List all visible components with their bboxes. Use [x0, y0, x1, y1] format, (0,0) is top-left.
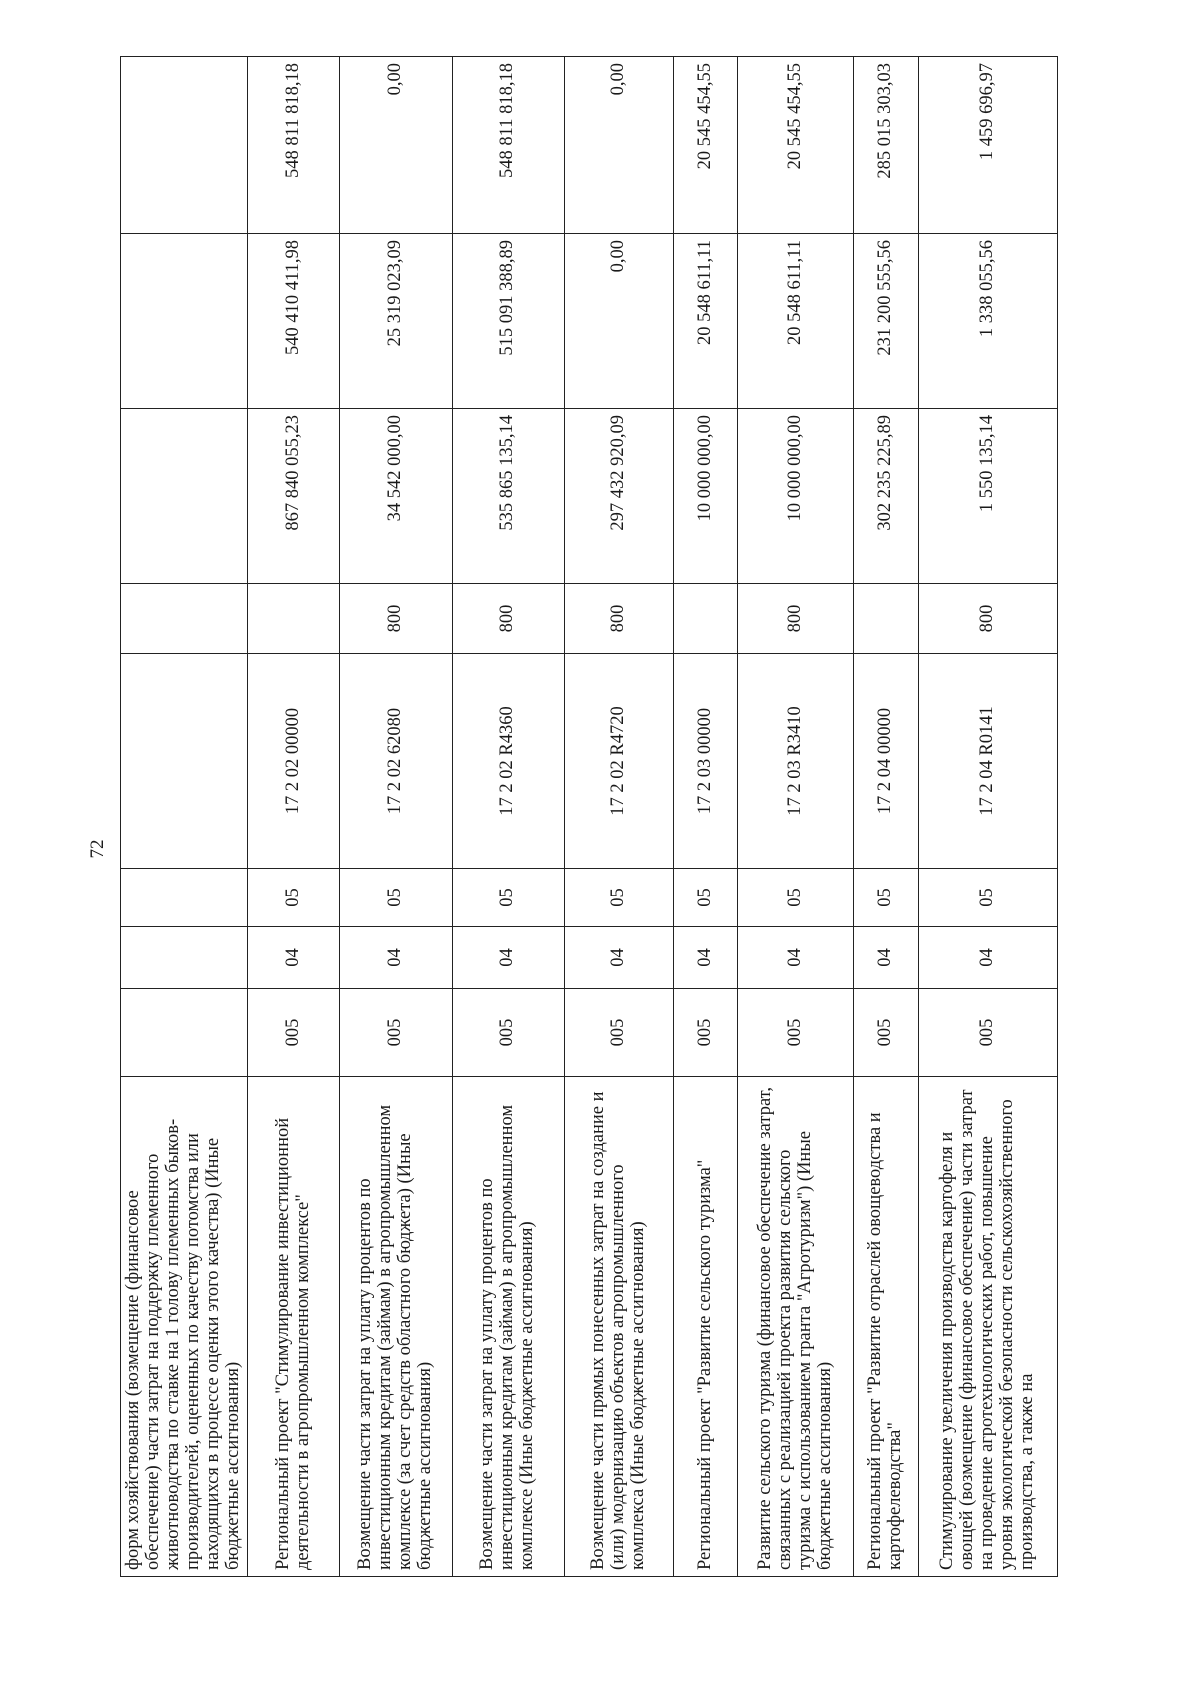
- ministry-code-cell: 005: [674, 989, 738, 1077]
- target-article-cell: 17 2 04 R0141: [918, 654, 1057, 869]
- expense-name-cell: Развитие сельского туризма (финансовое обеспечение затрат, связанных с реализацией проекта развития сельского туризма с использованием гранта "Агротуризм") (Иные бюджетные ассигнования): [738, 1077, 854, 1577]
- ministry-code-cell: 005: [248, 989, 340, 1077]
- table-row: [738, 57, 854, 1577]
- amount-year3-cell: 548 811 818,18: [452, 57, 564, 234]
- target-article-cell: 17 2 02 00000: [248, 654, 340, 869]
- section-code-cell: 04: [674, 927, 738, 989]
- rotated-page-content: [120, 57, 1058, 1577]
- expense-type-cell: [121, 584, 248, 654]
- amount-year3-cell: 1 459 696,97: [918, 57, 1057, 234]
- expense-type-cell: 800: [340, 584, 452, 654]
- subsection-code-cell: 05: [564, 869, 673, 927]
- budget-table-body: [121, 57, 1058, 1577]
- expense-name-cell: Региональный проект "Развитие отраслей овощеводства и картофелеводства": [854, 1077, 918, 1577]
- section-code-cell: [121, 927, 248, 989]
- amount-year2-cell: 0,00: [564, 234, 673, 409]
- target-article-cell: 17 2 03 R3410: [738, 654, 854, 869]
- amount-year3-cell: 20 545 454,55: [738, 57, 854, 234]
- section-code-cell: 04: [564, 927, 673, 989]
- expense-type-cell: 800: [738, 584, 854, 654]
- amount-year2-cell: 1 338 055,56: [918, 234, 1057, 409]
- expense-name-cell: форм хозяйствования (возмещение (финансовое обеспечение) части затрат на поддержку племенного животноводства по ставке на 1 голову племенных быков-производителей, оцененных по качеству потомства или находящихся в процессе оценки этого качества) (Иные бюджетные ассигнования): [121, 1077, 248, 1577]
- expense-type-cell: [248, 584, 340, 654]
- amount-year3-cell: [121, 57, 248, 234]
- amount-year3-cell: 285 015 303,03: [854, 57, 918, 234]
- target-article-cell: 17 2 02 R4720: [564, 654, 673, 869]
- expense-name-cell: Стимулирование увеличения производства картофеля и овощей (возмещение (финансовое обеспечение) части затрат на проведение агротехнологических работ, повышение уровня экологической безопасности сельскохозяйственного производства, а также на: [918, 1077, 1057, 1577]
- table-row: [854, 57, 918, 1577]
- budget-table: [120, 56, 1058, 1577]
- ministry-code-cell: 005: [918, 989, 1057, 1077]
- subsection-code-cell: 05: [738, 869, 854, 927]
- section-code-cell: 04: [738, 927, 854, 989]
- subsection-code-cell: 05: [854, 869, 918, 927]
- table-row: [248, 57, 340, 1577]
- amount-year3-cell: 0,00: [340, 57, 452, 234]
- amount-year3-cell: 0,00: [564, 57, 673, 234]
- table-row: [674, 57, 738, 1577]
- subsection-code-cell: 05: [452, 869, 564, 927]
- amount-year2-cell: 25 319 023,09: [340, 234, 452, 409]
- amount-year2-cell: 540 410 411,98: [248, 234, 340, 409]
- section-code-cell: 04: [918, 927, 1057, 989]
- amount-year2-cell: 515 091 388,89: [452, 234, 564, 409]
- ministry-code-cell: 005: [452, 989, 564, 1077]
- section-code-cell: 04: [248, 927, 340, 989]
- section-code-cell: 04: [854, 927, 918, 989]
- amount-year3-cell: 20 545 454,55: [674, 57, 738, 234]
- table-row: [918, 57, 1057, 1577]
- target-article-cell: 17 2 03 00000: [674, 654, 738, 869]
- table-row: [340, 57, 452, 1577]
- amount-year1-cell: 297 432 920,09: [564, 409, 673, 584]
- section-code-cell: 04: [452, 927, 564, 989]
- table-row: [121, 57, 248, 1577]
- ministry-code-cell: 005: [564, 989, 673, 1077]
- amount-year2-cell: 20 548 611,11: [738, 234, 854, 409]
- expense-type-cell: 800: [564, 584, 673, 654]
- page-number: 72: [87, 839, 108, 859]
- expense-name-cell: Региональный проект "Развитие сельского туризма": [674, 1077, 738, 1577]
- ministry-code-cell: 005: [738, 989, 854, 1077]
- amount-year1-cell: 1 550 135,14: [918, 409, 1057, 584]
- table-row: [564, 57, 673, 1577]
- expense-type-cell: 800: [918, 584, 1057, 654]
- table-row: [452, 57, 564, 1577]
- subsection-code-cell: 05: [674, 869, 738, 927]
- expense-name-cell: Возмещение части затрат на уплату процентов по инвестиционным кредитам (займам) в агропромышленном комплексе (за счет средств областного бюджета) (Иные бюджетные ассигнования): [340, 1077, 452, 1577]
- amount-year3-cell: 548 811 818,18: [248, 57, 340, 234]
- amount-year1-cell: 302 235 225,89: [854, 409, 918, 584]
- expense-name-cell: Региональный проект "Стимулирование инвестиционной деятельности в агропромышленном комплексе": [248, 1077, 340, 1577]
- amount-year1-cell: [121, 409, 248, 584]
- expense-type-cell: [854, 584, 918, 654]
- subsection-code-cell: 05: [918, 869, 1057, 927]
- target-article-cell: 17 2 04 00000: [854, 654, 918, 869]
- amount-year2-cell: 231 200 555,56: [854, 234, 918, 409]
- ministry-code-cell: 005: [854, 989, 918, 1077]
- expense-name-cell: Возмещение части затрат на уплату процентов по инвестиционным кредитам (займам) в агропромышленном комплексе (Иные бюджетные ассигнования): [452, 1077, 564, 1577]
- subsection-code-cell: 05: [248, 869, 340, 927]
- amount-year1-cell: 10 000 000,00: [738, 409, 854, 584]
- amount-year1-cell: 34 542 000,00: [340, 409, 452, 584]
- ministry-code-cell: 005: [340, 989, 452, 1077]
- subsection-code-cell: [121, 869, 248, 927]
- expense-type-cell: 800: [452, 584, 564, 654]
- target-article-cell: [121, 654, 248, 869]
- amount-year1-cell: 535 865 135,14: [452, 409, 564, 584]
- expense-type-cell: [674, 584, 738, 654]
- amount-year1-cell: 867 840 055,23: [248, 409, 340, 584]
- amount-year2-cell: 20 548 611,11: [674, 234, 738, 409]
- expense-name-cell: Возмещение части прямых понесенных затрат на создание и (или) модернизацию объектов агропромышленного комплекса (Иные бюджетные ассигнования): [564, 1077, 673, 1577]
- target-article-cell: 17 2 02 R4360: [452, 654, 564, 869]
- ministry-code-cell: [121, 989, 248, 1077]
- amount-year1-cell: 10 000 000,00: [674, 409, 738, 584]
- amount-year2-cell: [121, 234, 248, 409]
- target-article-cell: 17 2 02 62080: [340, 654, 452, 869]
- subsection-code-cell: 05: [340, 869, 452, 927]
- section-code-cell: 04: [340, 927, 452, 989]
